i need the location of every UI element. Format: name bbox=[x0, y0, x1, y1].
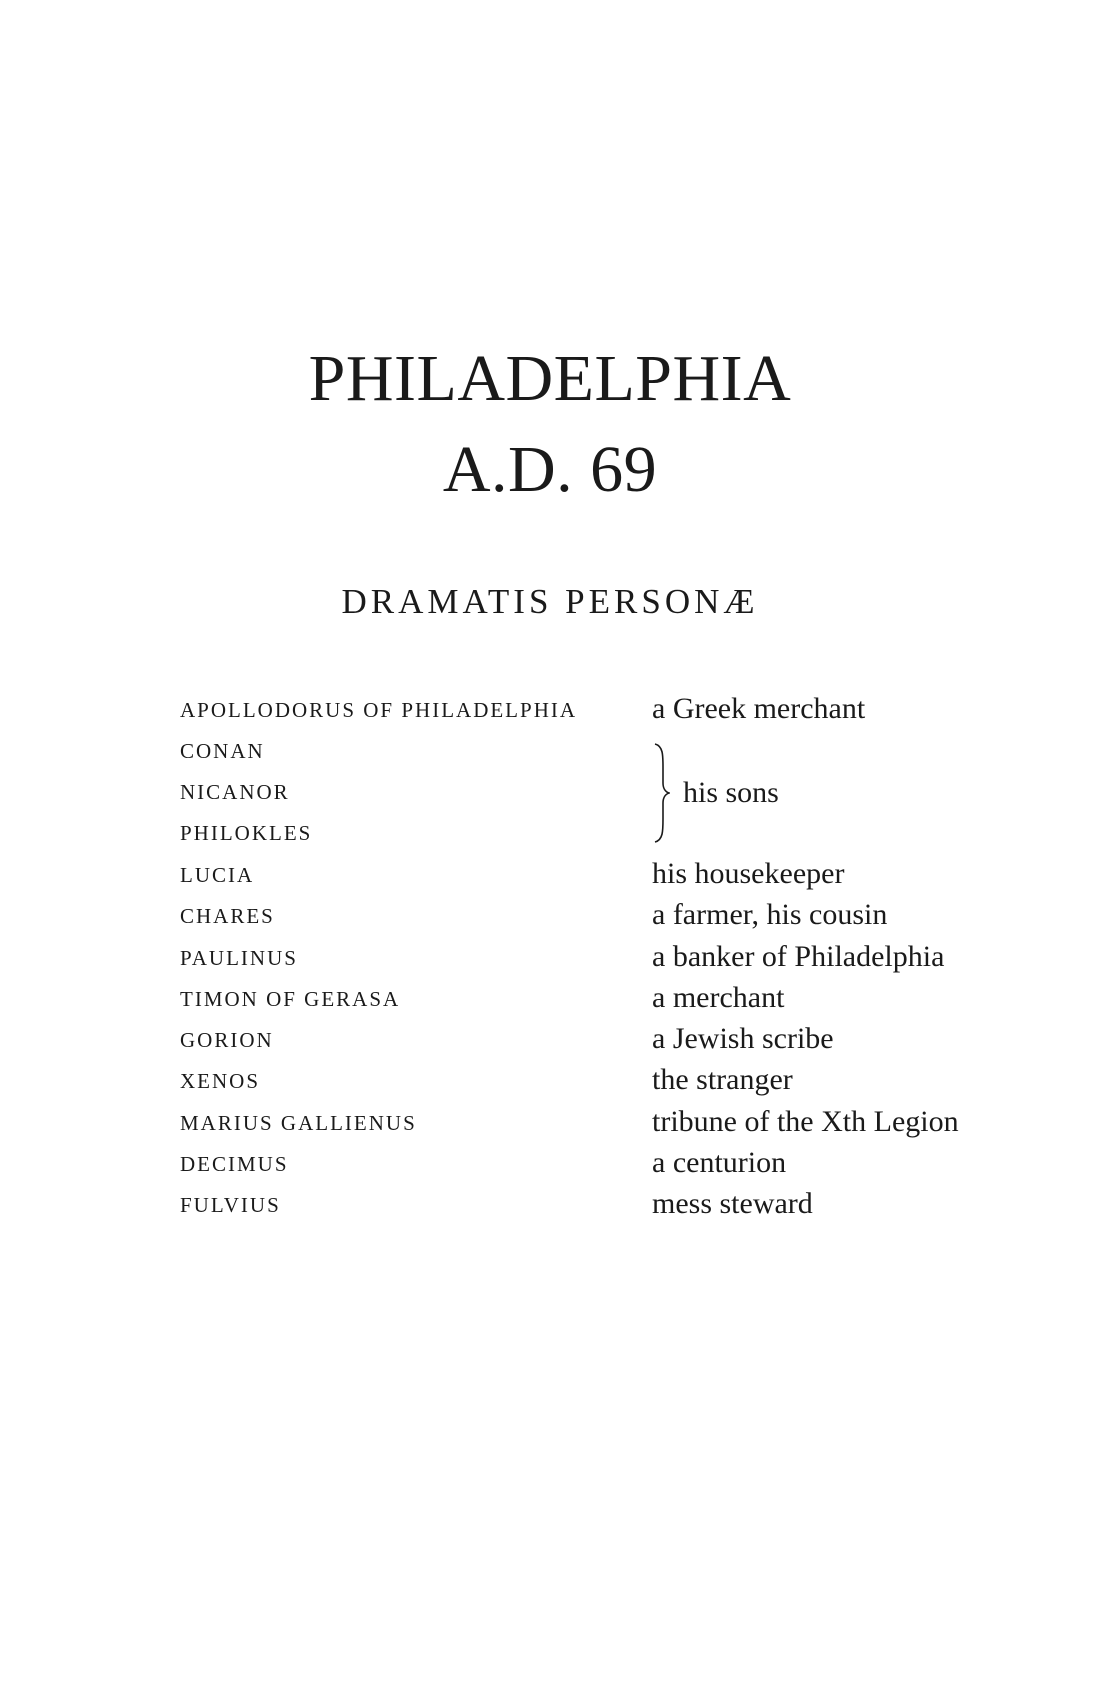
cast-role-paulinus: a banker of Philadelphia bbox=[652, 940, 945, 973]
cast-name-philokles: PHILOKLES bbox=[180, 821, 313, 845]
cast-name-apollodorus: APOLLODORUS OF PHILADELPHIA bbox=[180, 698, 578, 722]
cast-role-fulvius: mess steward bbox=[652, 1187, 813, 1220]
cast-role-chares: a farmer, his cousin bbox=[652, 898, 888, 931]
cast-role-apollodorus: a Greek merchant bbox=[652, 692, 866, 725]
cast-role-lucia: his housekeeper bbox=[652, 857, 845, 890]
cast-name-xenos: XENOS bbox=[180, 1069, 261, 1093]
page-title-line-1: PHILADELPHIA bbox=[308, 342, 792, 415]
cast-name-chares: CHARES bbox=[180, 904, 275, 928]
cast-role-decimus: a centurion bbox=[652, 1146, 787, 1179]
page-title-line-2: A.D. 69 bbox=[442, 433, 658, 506]
cast-name-lucia: LUCIA bbox=[180, 863, 255, 887]
cast-name-decimus: DECIMUS bbox=[180, 1152, 289, 1176]
cast-name-fulvius: FULVIUS bbox=[180, 1193, 281, 1217]
cast-name-marius: MARIUS GALLIENUS bbox=[180, 1111, 417, 1135]
cast-role-timon: a merchant bbox=[652, 981, 785, 1014]
cast-name-gorion: GORION bbox=[180, 1028, 274, 1052]
cast-role-gorion: a Jewish scribe bbox=[652, 1022, 834, 1055]
cast-name-conan: CONAN bbox=[180, 739, 265, 763]
dramatis-personae-heading: DRAMATIS PERSONÆ bbox=[341, 582, 759, 621]
cast-name-paulinus: PAULINUS bbox=[180, 946, 298, 970]
cast-role-xenos: the stranger bbox=[652, 1063, 793, 1096]
cast-name-nicanor: NICANOR bbox=[180, 780, 290, 804]
cast-name-timon: TIMON OF GERASA bbox=[180, 987, 401, 1011]
cast-role-sons: his sons bbox=[683, 776, 779, 809]
cast-role-marius: tribune of the Xth Legion bbox=[652, 1105, 959, 1138]
right-brace-icon bbox=[654, 743, 670, 843]
